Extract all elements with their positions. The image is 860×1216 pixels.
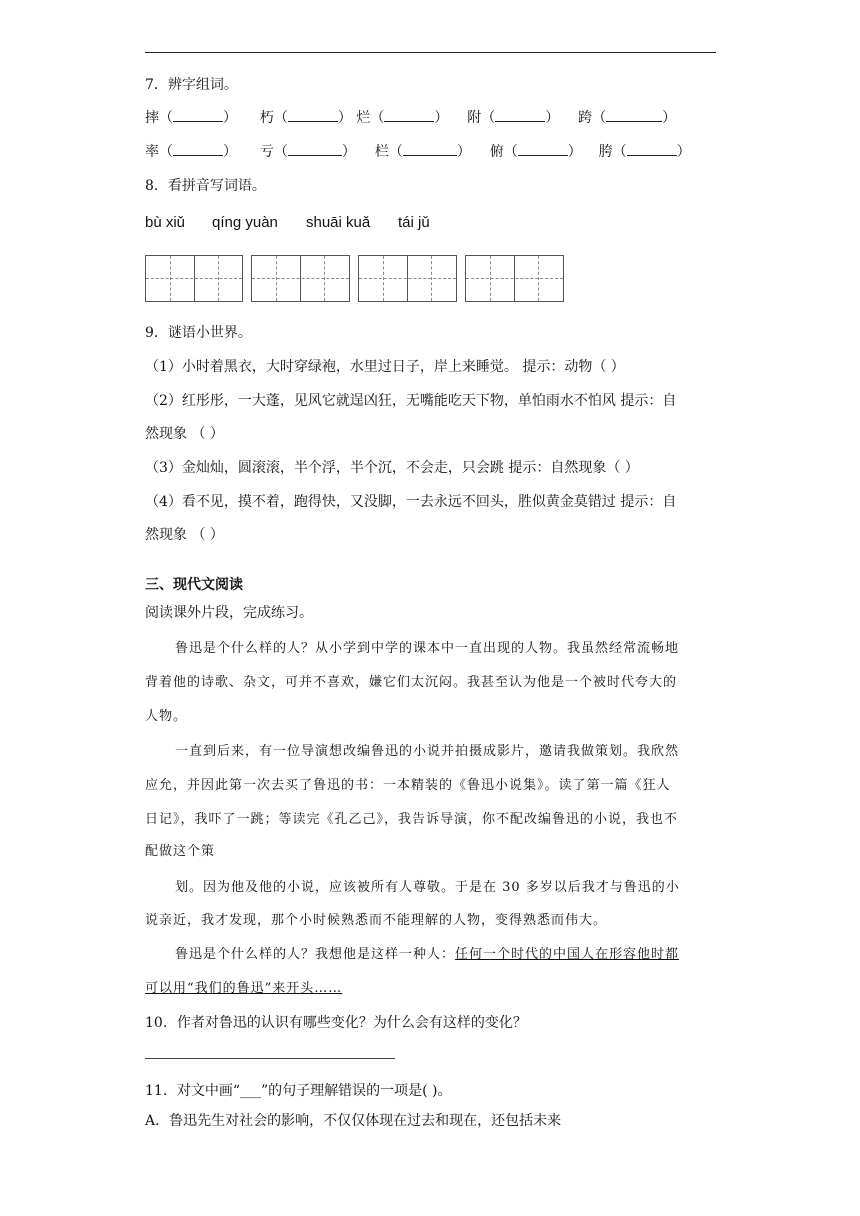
pinyin-2: qíng yuàn — [212, 214, 278, 231]
q7-row1: 摔（ ） 朽（ ） 烂（ ） 附（ ） 跨（ ） — [145, 107, 676, 127]
writing-grid[interactable] — [465, 255, 564, 302]
passage-line: 背着他的诗歌、杂文，可并不喜欢，嫌它们太沉闷。我甚至认为他是一个被时代夸大的 — [145, 675, 678, 690]
q7-row1-char: 附 — [467, 110, 482, 126]
answer-blank[interactable] — [495, 107, 545, 122]
answer-blank[interactable] — [173, 107, 223, 122]
top-divider — [145, 52, 716, 53]
q7-row2-char: 率 — [145, 144, 159, 160]
pinyin-3: shuāi kuǎ — [306, 214, 371, 231]
q7-title: 7．辨字组词。 — [145, 77, 238, 93]
q7-row2-char: 俯 — [489, 144, 504, 160]
q7-row2-char: 栏 — [374, 144, 389, 160]
q7-row1-char: 烂 — [356, 110, 371, 126]
answer-blank[interactable] — [288, 141, 342, 156]
q7-row1-char: 摔 — [145, 110, 159, 126]
answer-blank[interactable] — [627, 141, 677, 156]
reading-instruction: 阅读课外片段，完成练习。 — [145, 605, 313, 621]
underlined-sentence: 可以用“我们的鲁迅”来开头…… — [145, 981, 343, 996]
answer-blank[interactable] — [606, 107, 662, 122]
q7-row2-char: 亏 — [259, 144, 274, 160]
passage-text: 鲁迅是个什么样的人？我想他是这样一种人： — [175, 947, 456, 962]
q8-title: 8．看拼音写词语。 — [145, 178, 266, 194]
answer-blank[interactable] — [403, 141, 457, 156]
passage-line: 鲁迅是个什么样的人？从小学到中学的课本中一直出现的人物。我虽然经常流畅地 — [175, 641, 680, 656]
writing-grid[interactable] — [145, 255, 243, 302]
answer-blank[interactable] — [173, 141, 223, 156]
pinyin-4: tái jǔ — [398, 214, 430, 231]
passage-line — [175, 943, 679, 962]
q7-row2-char: 胯 — [598, 144, 613, 160]
q9-title: 9．谜语小世界。 — [145, 325, 252, 341]
passage-line: 人物。 — [145, 709, 188, 724]
passage-line: 一直到后来，有一位导演想改编鲁迅的小说并拍摄成影片，邀请我做策划。我欣然 — [175, 744, 680, 759]
q10-title: 10．作者对鲁迅的认识有哪些变化？为什么会有这样的变化？ — [145, 1015, 527, 1031]
riddle-2-line2: 然现象 （ ） — [145, 426, 224, 442]
option-a[interactable]: A．鲁迅先生对社会的影响，不仅仅体现在过去和现在，还包括未来 — [145, 1113, 562, 1129]
writing-grid[interactable] — [358, 255, 457, 302]
underlined-sentence: 任何一个时代的中国人在形容他时都 — [455, 947, 680, 962]
answer-blank[interactable] — [518, 141, 568, 156]
q7-row1-char: 朽 — [259, 110, 274, 126]
passage-line: 日记》，我吓了一跳；等读完《孔乙己》，我告诉导演，你不配改编鲁迅的小说，我也不 — [145, 812, 679, 827]
section-heading: 三、现代文阅读 — [145, 577, 243, 593]
pinyin-1: bù xiǔ — [145, 214, 186, 231]
q7-row2: 率（ ） 亏（ ） 栏（ ） 俯（ ） 胯（ ） — [145, 141, 691, 161]
answer-blank[interactable] — [288, 107, 338, 122]
riddle-3: （3）金灿灿，圆滚滚，半个浮，半个沉，不会走，只会跳 提示：自然现象（ ） — [145, 460, 639, 476]
passage-line: 说亲近，我才发现，那个小时候熟悉而不能理解的人物，变得熟悉而伟大。 — [145, 913, 608, 928]
riddle-2-line1: （2）红彤彤，一大蓬，见风它就逞凶狂，无嘴能吃天下物，单怕雨水不怕风 提示：自 — [145, 393, 677, 409]
passage-line: 配做这个策 — [145, 844, 216, 859]
riddle-1: （1）小时着黑衣，大时穿绿袍，水里过日子，岸上来睡觉。 提示：动物（ ） — [145, 359, 625, 375]
answer-blank[interactable] — [384, 107, 434, 122]
q11-title: 11．对文中画“___”的句子理解错误的一项是( )。 — [145, 1083, 452, 1099]
passage-line: 应允，并因此第一次去买了鲁迅的书：一本精装的《鲁迅小说集》。读了第一篇《狂人 — [145, 778, 671, 793]
answer-line[interactable] — [145, 1058, 395, 1059]
riddle-4-line1: （4）看不见，摸不着，跑得快，又没脚，一去永远不回头，胜似黄金莫错过 提示：自 — [145, 494, 677, 510]
passage-line: 划。因为他及他的小说，应该被所有人尊敬。于是在 30 多岁以后我才与鲁迅的小 — [175, 880, 680, 895]
writing-grid[interactable] — [251, 255, 350, 302]
q7-row1-char: 跨 — [578, 110, 593, 126]
riddle-4-line2: 然现象 （ ） — [145, 527, 224, 543]
